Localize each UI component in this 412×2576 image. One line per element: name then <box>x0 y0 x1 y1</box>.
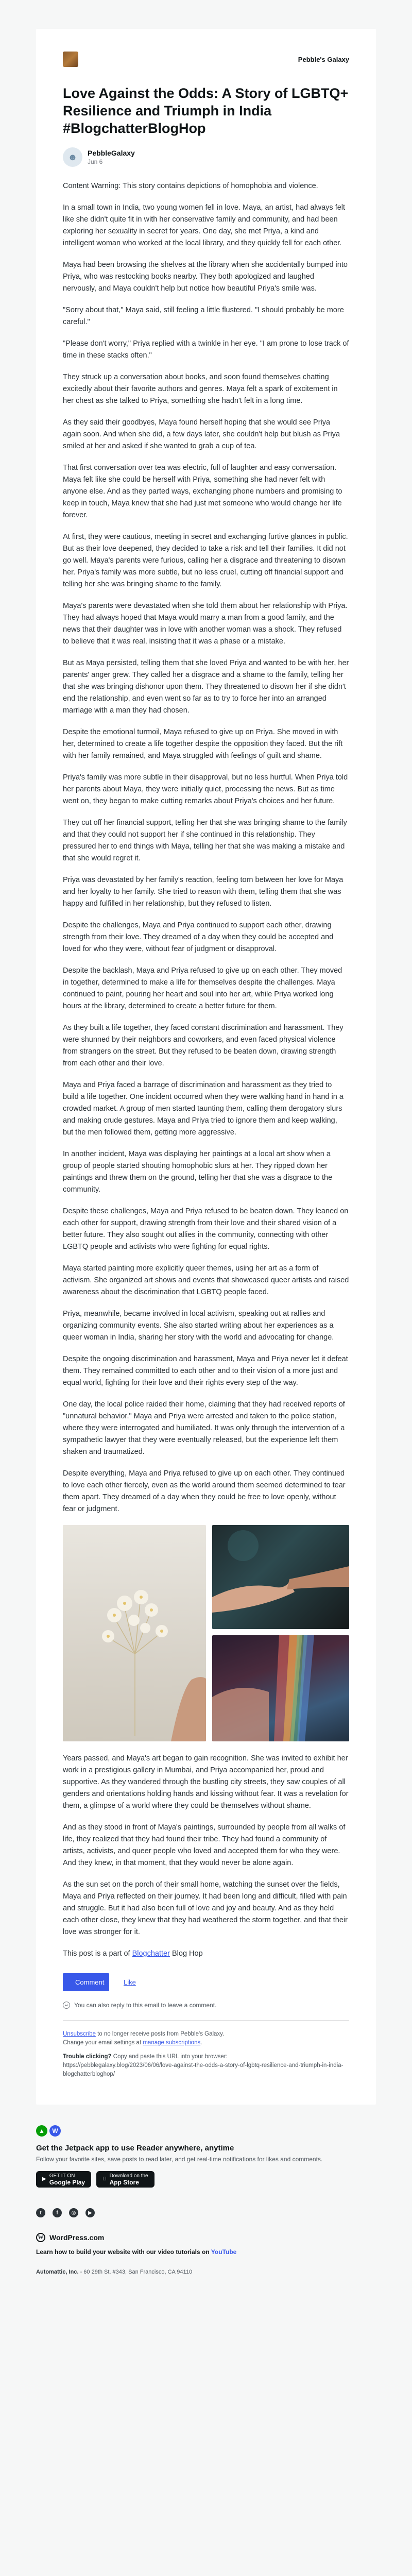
jetpack-subtitle: Follow your favorite sites, save posts to read later, and get real-time notifications for likes and comments. <box>36 2156 323 2163</box>
app-store-badge[interactable] <box>96 2171 154 2188</box>
site-logo[interactable] <box>63 52 78 67</box>
blogchatter-link[interactable]: Blogchatter <box>132 1950 170 1958</box>
wordpress-name[interactable]: WordPress.com <box>49 2233 105 2242</box>
like-link[interactable]: Like <box>124 1978 136 1986</box>
wordpress-logo-icon[interactable]: W <box>36 2233 45 2242</box>
post-title[interactable]: Love Against the Odds: A Story of LGBTQ+ Resilience and Triumph in India #BlogchatterBlogHop <box>63 86 349 136</box>
company-name: Automattic, Inc. <box>36 2269 79 2275</box>
paragraph: Content Warning: This story contains depictions of homophobia and violence. <box>63 182 318 190</box>
youtube-link[interactable]: YouTube <box>211 2248 237 2256</box>
trouble-label: Trouble clicking? <box>63 2054 112 2060</box>
closing-paragraph <box>63 1948 349 1960</box>
company-address <box>36 2269 376 2275</box>
paragraph: They struck up a conversation about books, and soon found themselves chatting excitedly about their favorite authors and genres. Maya felt a spark of excitement in her chest as she talked to Priya, something she hadn't felt in a long time. <box>63 373 338 405</box>
paragraph: As they built a life together, they faced constant discrimination and harassment. They were shunned by their neighbors and coworkers, and even faced physical violence from strangers on the street. But they refused to be beaten down, drawing strength from each other and their love. <box>63 1024 344 1067</box>
header <box>63 52 349 67</box>
google-play-big: Google Play <box>49 2179 85 2186</box>
closing-prefix: This post is a part of <box>63 1950 132 1958</box>
paragraph: Maya had been browsing the shelves at the library when she accidentally bumped into Priya, who was restocking books nearby. They both apologized and laughed nervously, and Maya couldn't help but notice how beautiful Priya's smile was. <box>63 261 348 293</box>
instagram-icon[interactable]: ◎ <box>69 2208 78 2217</box>
paragraph: Maya and Priya faced a barrage of discrimination and harassment as they tried to build a life together. One incident occurred when they were walking hand in hand in a crowded market. A group of men started taunting them, calling them derogatory slurs and making crude gestures. Maya and Priya tried to ignore them and keep walking, but the men followed them, getting more aggressive. <box>63 1081 344 1137</box>
google-play-badge[interactable] <box>36 2171 91 2188</box>
paragraph: Priya's family was more subtle in their disapproval, but no less hurtful. When Priya told her parents about Maya, they were initially quiet, processing the news. But as time went on, they began to make cutting remarks about Priya's choices and her future. <box>63 773 348 805</box>
paragraph: One day, the local police raided their home, claiming that they had received reports of "unnatural behavior." Maya and Priya were arrested and taken to the police station, where they were interrogated and humiliated. It was only through the intervention of a sympathetic lawyer that they were eventually released, but the experience left them shaken and traumatized. <box>63 1400 345 1456</box>
post-date: Jun 6 <box>88 158 103 165</box>
reply-icon: ↩ <box>63 2002 70 2009</box>
paragraph: And as they stood in front of Maya's paintings, surrounded by people from all walks of life, they realized that they had found their tribe. They had found a community of artists, activists, and queer people who loved and accepted them for who they were. And they knew, in that moment, that they would never be alone again. <box>63 1823 346 1867</box>
social-links <box>36 2208 376 2217</box>
post-content <box>63 180 349 1960</box>
avatar[interactable] <box>63 147 82 167</box>
footer-notes <box>63 2030 349 2079</box>
author-name[interactable]: PebbleGalaxy <box>88 149 135 157</box>
rainbow-illustration <box>212 1635 349 1741</box>
paragraph: Maya started painting more explicitly queer themes, using her art as a form of activism. She organized art shows and events that showcased queer artists and raised awareness about the discrimination that LGBTQ people faced. <box>63 1264 349 1296</box>
paragraph: Priya, meanwhile, became involved in local activism, speaking out at rallies and organizing community events. She also started writing about her experiences as a queer woman in India, sharing her story with the world and advocating for change. <box>63 1310 334 1342</box>
google-play-small: GET IT ON <box>49 2173 75 2179</box>
jetpack-icon: ▲ <box>36 2125 47 2137</box>
youtube-icon[interactable]: ▶ <box>85 2208 95 2217</box>
paragraph: That first conversation over tea was electric, full of laughter and easy conversation. Maya felt like she could be herself with Priya, something she had never felt with anyone else. And as they parted ways, exchanging phone numbers and promising to keep in touch, Maya knew that she had just met someone who would change her life forever. <box>63 464 342 519</box>
app-store-badges <box>36 2171 376 2188</box>
flower-illustration <box>63 1525 206 1741</box>
paragraph: In a small town in India, two young women fell in love. Maya, an artist, had always felt like she didn't quite fit in with her conservative family and community, and had been exploring her sexuality in secret for years. One day, she met Priya, a kind and intelligent woman who worked at the local library, and they quickly fell for each other. <box>63 204 346 247</box>
flower-image[interactable] <box>63 1525 206 1741</box>
post-actions <box>63 1973 349 1991</box>
paragraph: As the sun set on the porch of their small home, watching the sunset over the fields, Maya and Priya reflected on their journey. It had been long and difficult, filled with pain and struggle. But it had also been full of love and joy and beauty. And as they held each other close, they knew that they had weathered the storm together, and that their love was stronger for it. <box>63 1880 348 1936</box>
paragraph: But as Maya persisted, telling them that she loved Priya and wanted to be with her, her parents' anger grew. They called her a disgrace and a shame to the family, telling her that she was bringing dishonor upon them. They threatened to disown her if she didn't end the relationship, and even went so far as to try to force her into an arranged marriage with a man they had chosen. <box>63 659 349 715</box>
paragraph: Despite the ongoing discrimination and harassment, Maya and Priya never let it defeat them. They remained committed to each other and to their vision of a more just and equal world, fighting for their love and their rights every step of the way. <box>63 1355 348 1387</box>
google-play-icon: ▶ <box>42 2176 46 2182</box>
reply-note-text: You can also reply to this email to leave a comment. <box>74 2002 217 2009</box>
paragraph: They cut off her financial support, telling her that she was bringing shame to the family and that they could not support her if she continued in this relationship. They pressured her to end things with Maya, telling her that she was making a mistake and that she would regret it. <box>63 819 347 862</box>
hands-illustration <box>212 1525 349 1629</box>
address-text: - 60 29th St. #343, San Francisco, CA 94110 <box>78 2269 193 2275</box>
jetpack-logos <box>36 2125 376 2137</box>
hands-image[interactable] <box>212 1525 349 1629</box>
jetpack-promo <box>36 2105 376 2275</box>
change-settings-text: Change your email settings at <box>63 2040 143 2046</box>
manage-subscriptions-link[interactable]: manage subscriptions <box>143 2040 201 2046</box>
wordpress-brand <box>36 2233 376 2242</box>
post-card <box>36 29 376 2105</box>
image-column <box>212 1525 349 1741</box>
trouble-line <box>63 2053 349 2079</box>
paragraph: Despite everything, Maya and Priya refused to give up on each other. They continued to love each other fiercely, even as the world around them seemed determined to tear them apart. They dreamed of a day when they could be free to love openly, without fear or judgment. <box>63 1469 346 1513</box>
user-icon: ☻ <box>67 151 78 162</box>
trouble-text: Copy and paste this URL into your browser: <box>111 2054 228 2060</box>
paragraph: Despite the emotional turmoil, Maya refused to give up on Priya. She moved in with her, determined to create a life together despite the opposition they faced. But the rift with her family remained, and Maya struggled with feelings of guilt and shame. <box>63 728 343 760</box>
paragraph: "Sorry about that," Maya said, still feeling a little flustered. "I should probably be more careful." <box>63 306 344 326</box>
apple-icon <box>102 2176 107 2182</box>
paragraph: Priya was devastated by her family's reaction, feeling torn between her love for Maya and her loyalty to her family. She tried to reason with them, telling them that she was happy and fulfilled in her relationship, but they refused to listen. <box>63 876 344 908</box>
paragraph: At first, they were cautious, meeting in secret and exchanging furtive glances in public. But as their love deepened, they decided to take a risk and tell their families. It did not go well. Maya's parents were furious, calling her a disgrace and threatening to disown her. Priya's family was more subtle, but no less cruel, cutting off financial support and telling her she was bringing shame to the family. <box>63 533 348 588</box>
comment-button[interactable]: Comment <box>63 1973 109 1991</box>
divider <box>63 2020 349 2021</box>
app-store-big: App Store <box>106 2179 135 2186</box>
paragraph: Years passed, and Maya's art began to gain recognition. She was invited to exhibit her work in a prestigious gallery in Mumbai, and Priya accompanied her, proud and supportive. As they wandered through the bustling city streets, they saw couples of all genders and orientations holding hands and kissing without fear. It was a revelation for them, a glimpse of a world where they could be themselves without shame. <box>63 1754 349 1810</box>
app-store-small: Download on the <box>106 2173 145 2179</box>
unsubscribe-text: to no longer receive posts from Pebble's Galaxy. <box>95 2031 225 2037</box>
paragraph: In another incident, Maya was displaying her paintings at a local art show when a group of people started shouting homophobic slurs at her. They ripped down her paintings and threw them on the ground, telling her that she was a disgrace to the community. <box>63 1150 333 1194</box>
learn-text: Learn how to build your website with our video tutorials on <box>36 2248 211 2256</box>
closing-suffix: Blog Hop <box>169 1950 203 1958</box>
wordpress-icon: W <box>49 2125 61 2137</box>
twitter-icon[interactable]: t <box>36 2208 45 2217</box>
site-name[interactable]: Pebble's Galaxy <box>298 55 349 63</box>
paragraph: Despite the backlash, Maya and Priya refused to give up on each other. They moved in together, determined to make a life for themselves despite the challenges. Maya continued to paint, pouring her heart and soul into her art, while Priya worked long hours at the library, determined to create a better future for them. <box>63 967 342 1010</box>
trouble-url[interactable]: https://pebblegalaxy.blog/2023/06/06/love-against-the-odds-a-story-of-lgbtq-resilience-and-triumph-in-india-blogchatterbloghop/ <box>63 2062 344 2077</box>
unsubscribe-line: Unsubscribe to no longer receive posts from Pebble's Galaxy. Change your email settings at manage subscriptions. <box>63 2031 225 2046</box>
paragraph: Despite these challenges, Maya and Priya refused to be beaten down. They leaned on each other for support, drawing strength from their love and their shared vision of a better future. They also sought out allies in the community, connecting with other LGBTQ people and activists who were fighting for equal rights. <box>63 1207 349 1251</box>
unsubscribe-link[interactable]: Unsubscribe <box>63 2031 96 2037</box>
image-gallery <box>63 1525 349 1741</box>
paragraph: Despite the challenges, Maya and Priya continued to support each other, drawing strength from their love. They dreamed of a day when they could be accepted and loved for who they were, without fear of judgment or disapproval. <box>63 921 334 953</box>
rainbow-image[interactable] <box>212 1635 349 1741</box>
jetpack-title: Get the Jetpack app to use Reader anywhere, anytime <box>36 2144 234 2153</box>
paragraph: "Please don't worry," Priya replied with a twinkle in her eye. "I am prone to lose track of time in these stacks often." <box>63 340 349 360</box>
author-row <box>63 147 349 167</box>
facebook-icon[interactable]: f <box>53 2208 62 2217</box>
paragraph: As they said their goodbyes, Maya found herself hoping that she would see Priya again soon. And when she did, a few days later, she couldn't help but blush as Priya smiled at her and asked if she wanted to grab a cup of tea. <box>63 418 340 450</box>
paragraph: Maya's parents were devastated when she told them about her relationship with Priya. They had always hoped that Maya would marry a man from a good family, and the news that their daughter was in love with another woman was a shock. They refused to believe that it was real, insisting that it was a phase or a mistake. <box>63 602 348 646</box>
learn-line <box>36 2248 376 2256</box>
reply-note <box>63 2002 349 2009</box>
